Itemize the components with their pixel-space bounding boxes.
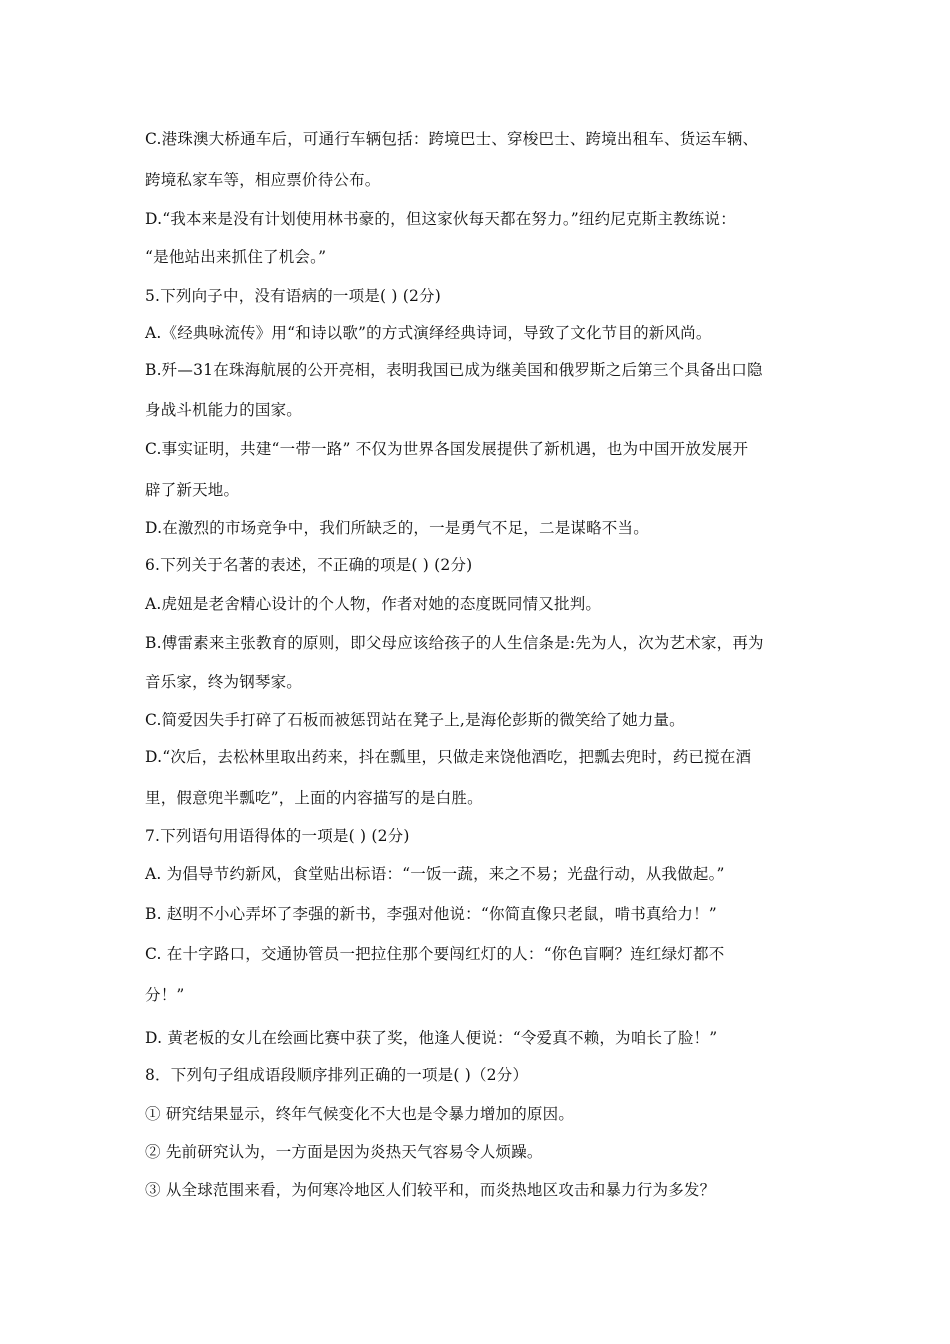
text-line: B.傅雷素来主张教育的原则，即父母应该给孩子的人生信条是:先为人，次为艺术家，再为 [145, 634, 764, 652]
text-line: C. 在十字路口，交通协管员一把拉住那个要闯红灯的人：“你色盲啊？连红绿灯都不 [145, 945, 725, 963]
question-heading: 7.下列语句用语得体的一项是( ) (2分) [145, 827, 410, 845]
question-heading: 5.下列向子中，没有语病的一项是( ) (2分) [145, 287, 441, 305]
text-line: D.“次后，去松林里取出药来，抖在瓢里，只做走来饶他酒吃，把瓢去兜时，药已搅在酒 [145, 748, 752, 766]
text-line: 分！” [145, 986, 185, 1004]
text-line: D. 黄老板的女儿在绘画比赛中获了奖，他逢人便说：“令爱真不赖，为咱长了脸！” [145, 1029, 718, 1047]
text-line: 里，假意兜半瓢吃”，上面的内容描写的是白胜。 [145, 789, 483, 807]
text-line: 跨境私家车等，相应票价待公布。 [145, 171, 381, 189]
text-line: A. 为倡导节约新风，食堂贴出标语：“一饭一蔬，来之不易；光盘行动，从我做起。” [145, 865, 725, 883]
text-line: D.“我本来是没有计划使用林书豪的，但这家伙每天都在努力。”纽约尼克斯主教练说： [145, 210, 736, 228]
question-heading: 8．下列句子组成语段顺序排列正确的一项是( )（2分） [145, 1066, 529, 1084]
text-line: D.在激烈的市场竞争中，我们所缺乏的，一是勇气不足，二是谋略不当。 [145, 519, 649, 537]
text-line: C.港珠澳大桥通车后，可通行车辆包括：跨境巴士、穿梭巴士、跨境出租车、货运车辆、 [145, 130, 759, 148]
text-line: 音乐家，终为钢琴家。 [145, 673, 303, 691]
text-line: 辟了新天地。 [145, 481, 240, 499]
text-line: A.《经典咏流传》用“和诗以歌”的方式演绎经典诗词，导致了文化节目的新风尚。 [145, 324, 712, 342]
text-line: ① 研究结果显示，终年气候变化不大也是令暴力增加的原因。 [145, 1105, 575, 1123]
text-line: B. 赵明不小心弄坏了李强的新书，李强对他说：“你简直像只老鼠，啃书真给力！” [145, 905, 717, 923]
text-line: ③ 从全球范围来看，为何寒冷地区人们较平和，而炎热地区攻击和暴力行为多发？ [145, 1181, 716, 1199]
question-heading: 6.下列关于名著的表述，不正确的项是( ) (2分) [145, 556, 473, 574]
text-line: ② 先前研究认为，一方面是因为炎热天气容易令人烦躁。 [145, 1143, 543, 1161]
text-line: “是他站出来抓住了机会。” [145, 248, 327, 266]
text-line: C.简爱因失手打碎了石板而被惩罚站在凳子上,是海伦彭斯的微笑给了她力量。 [145, 711, 685, 729]
text-line: A.虎妞是老舍精心设计的个人物，作者对她的态度既同情又批判。 [145, 595, 602, 613]
text-line: B.歼—31在珠海航展的公开亮相，表明我国已成为继美国和俄罗斯之后第三个具备出口隐 [145, 361, 763, 379]
text-line: C.事实证明，共建“一带一路” 不仅为世界各国发展提供了新机遇，也为中国开放发展开 [145, 440, 749, 458]
text-line: 身战斗机能力的国家。 [145, 401, 303, 419]
